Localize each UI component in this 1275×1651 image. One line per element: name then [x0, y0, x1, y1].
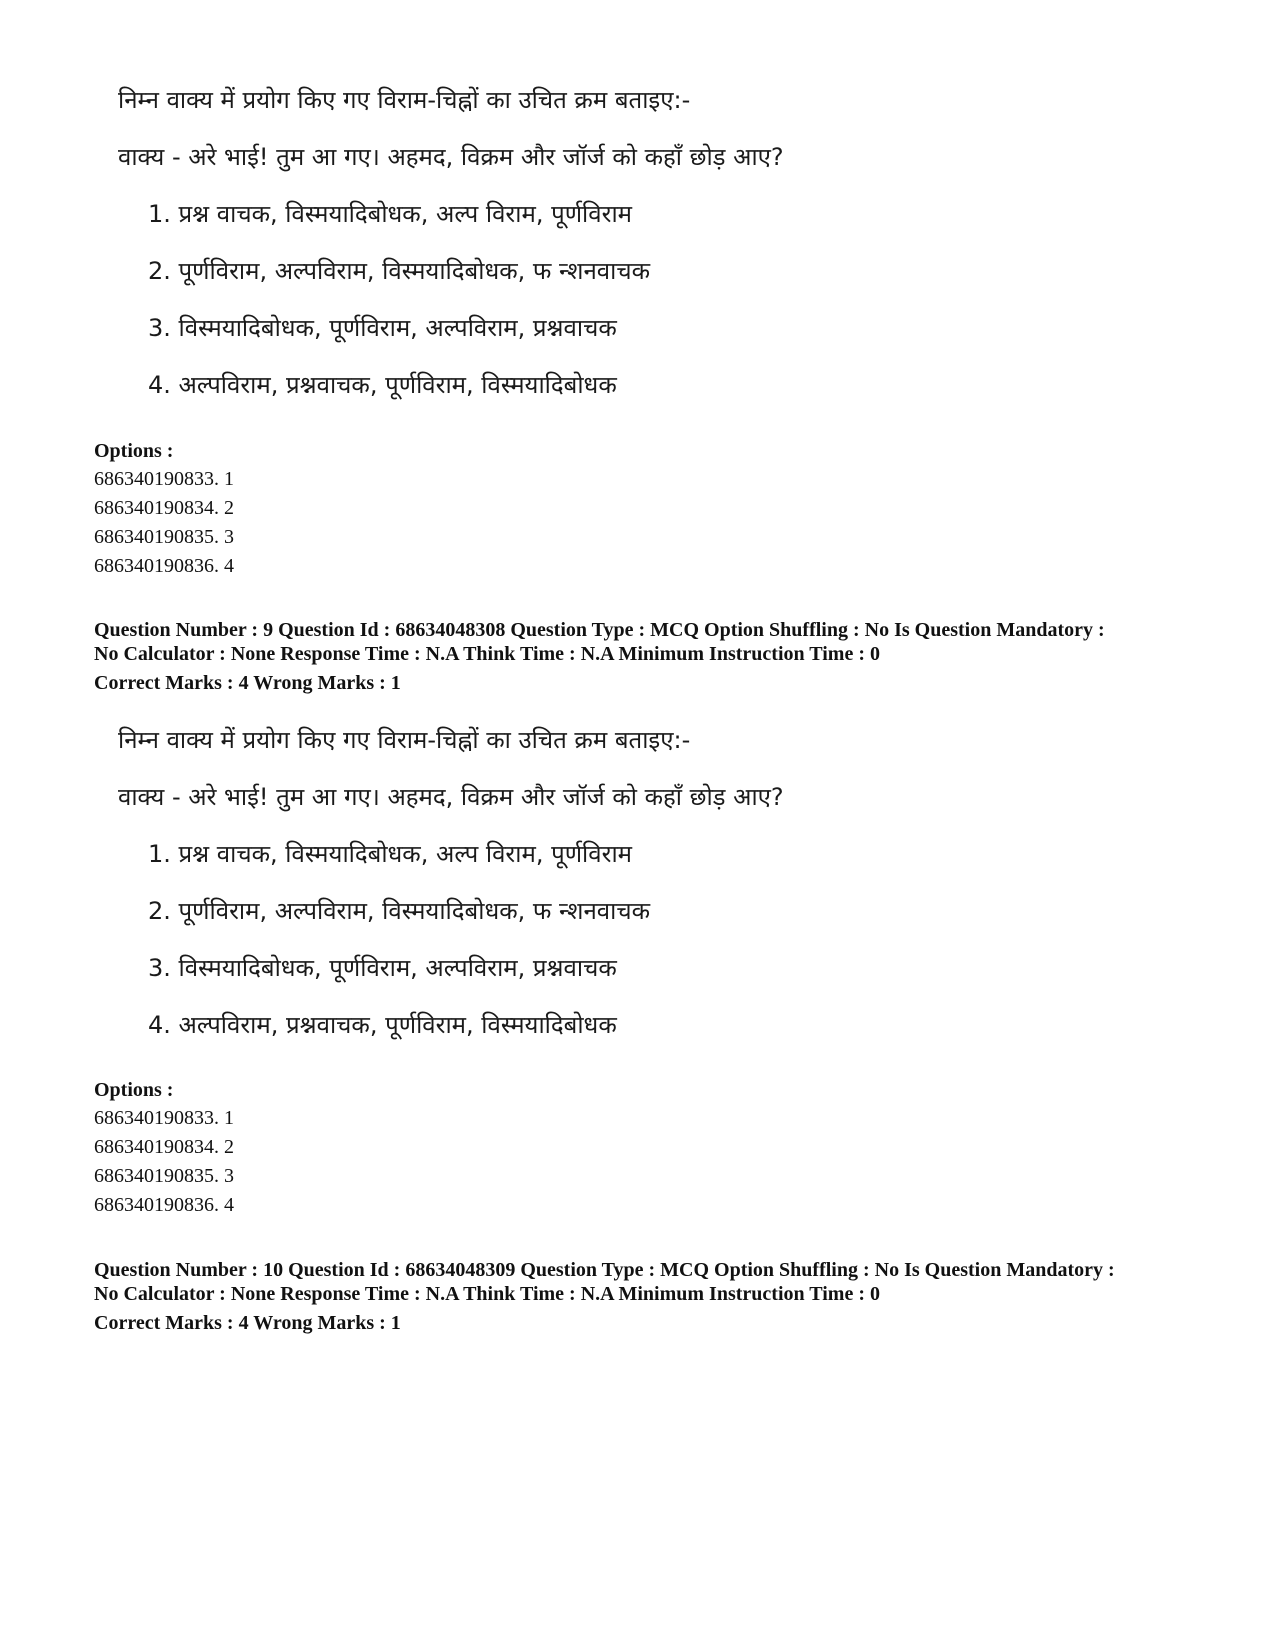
- question-prompt: निम्न वाक्य में प्रयोग किए गए विराम-चिह्नों का उचित क्रम बताइए:-: [118, 86, 691, 114]
- question-meta-9: [94, 618, 1244, 697]
- choice-1: 1. प्रश्न वाचक, विस्मयादिबोधक, अल्प विराम, पूर्णविराम: [148, 840, 633, 868]
- option-row: 686340190836. 4: [94, 1194, 234, 1216]
- question-image-1: [118, 72, 878, 414]
- option-row: 686340190835. 3: [94, 526, 234, 548]
- question-image-2: [118, 712, 878, 1054]
- question-meta-line: No Calculator : None Response Time : N.A Think Time : N.A Minimum Instruction Time : 0: [94, 643, 880, 665]
- option-row: 686340190834. 2: [94, 497, 234, 519]
- choice-2: 2. पूर्णविराम, अल्पविराम, विस्मयादिबोधक, फ न्शनवाचक: [148, 257, 651, 285]
- option-row: 686340190833. 1: [94, 1107, 234, 1129]
- choice-3: 3. विस्मयादिबोधक, पूर्णविराम, अल्पविराम, प्रश्नवाचक: [148, 314, 617, 342]
- choice-3: 3. विस्मयादिबोधक, पूर्णविराम, अल्पविराम, प्रश्नवाचक: [148, 954, 617, 982]
- option-row: 686340190835. 3: [94, 1165, 234, 1187]
- option-row: 686340190833. 1: [94, 468, 234, 490]
- question-meta-line: Question Number : 10 Question Id : 68634048309 Question Type : MCQ Option Shuffling : No Is Question Mandatory :: [94, 1259, 1115, 1281]
- question-meta-10: [94, 1258, 1244, 1337]
- question-marks: Correct Marks : 4 Wrong Marks : 1: [94, 672, 401, 694]
- options-title: Options :: [94, 440, 174, 462]
- choice-4: 4. अल्पविराम, प्रश्नवाचक, पूर्णविराम, विस्मयादिबोधक: [148, 1011, 617, 1039]
- question-meta-line: Question Number : 9 Question Id : 68634048308 Question Type : MCQ Option Shuffling : No Is Question Mandatory :: [94, 619, 1105, 641]
- question-sentence: वाक्य - अरे भाई! तुम आ गए। अहमद, विक्रम और जॉर्ज को कहाँ छोड़ आए?: [118, 783, 784, 811]
- question-prompt: निम्न वाक्य में प्रयोग किए गए विराम-चिह्नों का उचित क्रम बताइए:-: [118, 726, 691, 754]
- option-row: 686340190834. 2: [94, 1136, 234, 1158]
- options-list-1: [94, 437, 234, 581]
- choice-2: 2. पूर्णविराम, अल्पविराम, विस्मयादिबोधक, फ न्शनवाचक: [148, 897, 651, 925]
- option-row: 686340190836. 4: [94, 555, 234, 577]
- question-meta-line: No Calculator : None Response Time : N.A Think Time : N.A Minimum Instruction Time : 0: [94, 1283, 880, 1305]
- choice-4: 4. अल्पविराम, प्रश्नवाचक, पूर्णविराम, विस्मयादिबोधक: [148, 371, 617, 399]
- options-list-2: [94, 1076, 234, 1220]
- choice-1: 1. प्रश्न वाचक, विस्मयादिबोधक, अल्प विराम, पूर्णविराम: [148, 200, 633, 228]
- question-marks: Correct Marks : 4 Wrong Marks : 1: [94, 1312, 401, 1334]
- question-sentence: वाक्य - अरे भाई! तुम आ गए। अहमद, विक्रम और जॉर्ज को कहाँ छोड़ आए?: [118, 143, 784, 171]
- options-title: Options :: [94, 1079, 174, 1101]
